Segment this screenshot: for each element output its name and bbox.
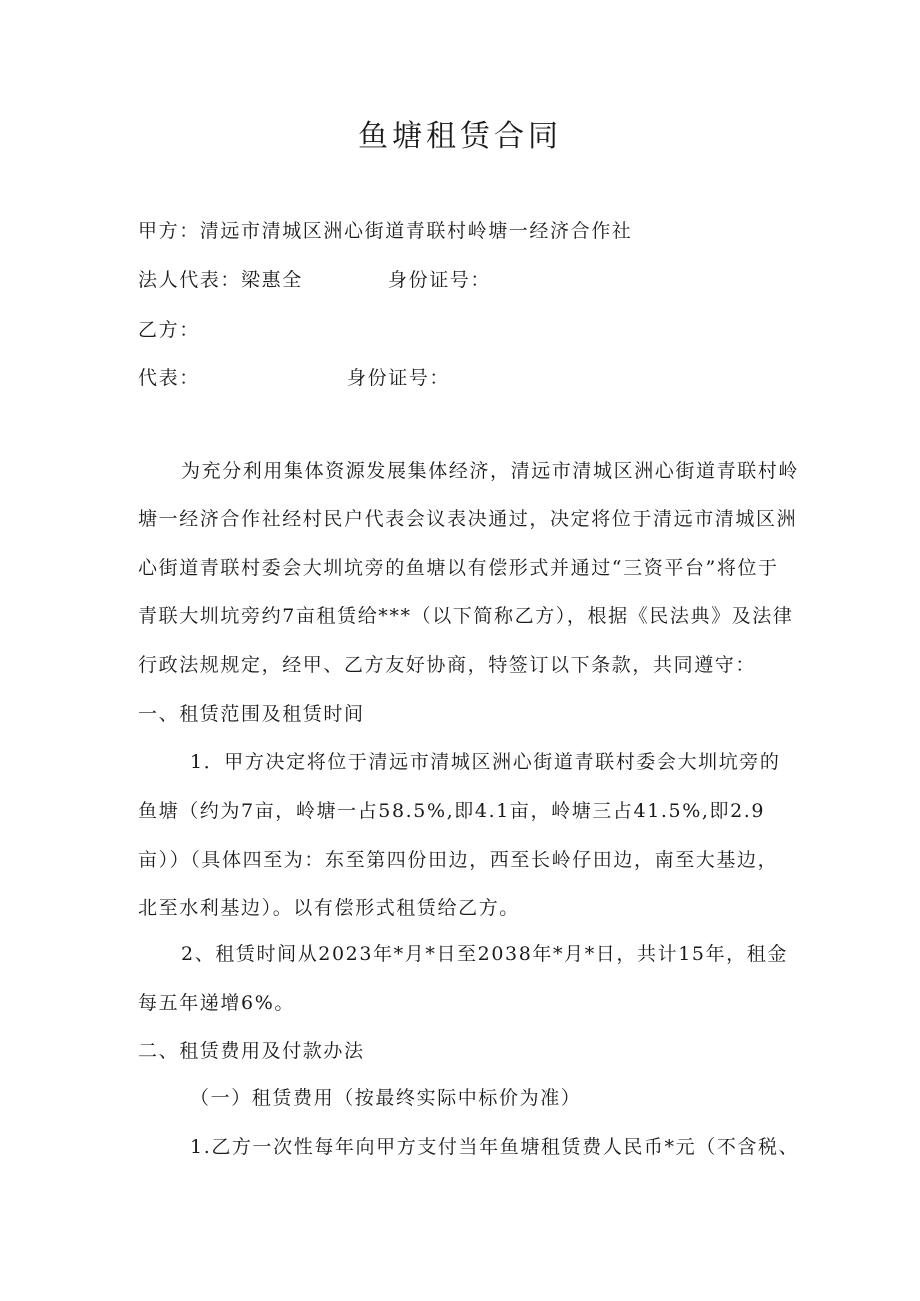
rep-line: 代表： bbox=[138, 367, 200, 389]
intro-line: 塘一经济合作社经村民户代表会议表决通过，决定将位于清远市清城区洲 bbox=[138, 508, 798, 530]
legal-rep-id-label: 身份证号： bbox=[388, 269, 492, 291]
party-b-line: 乙方： bbox=[138, 319, 200, 341]
document-title: 鱼塘租赁合同 bbox=[358, 119, 562, 154]
subsection-heading: （一）租赁费用（按最终实际中标价为准） bbox=[190, 1087, 582, 1109]
party-a-line: 甲方：清远市清城区洲心街道青联村岭塘一经济合作社 bbox=[138, 220, 633, 242]
clause-1-line: 1．甲方决定将位于清远市清城区洲心街道青联村委会大圳坑旁的 bbox=[190, 751, 781, 773]
clause-1-line: 鱼塘（约为7亩，岭塘一占58.5%,即4.1亩，岭塘三占41.5%,即2.9 bbox=[138, 800, 766, 822]
intro-line: 心街道青联村委会大圳坑旁的鱼塘以有偿形式并通过“三资平台”将位于 bbox=[138, 557, 779, 579]
clause-2-line: 每五年递增6%。 bbox=[138, 992, 295, 1014]
intro-line: 行政法规规定，经甲、乙方友好协商，特签订以下条款，共同遵守： bbox=[138, 654, 757, 676]
intro-line: 青联大圳坑旁约7亩租赁给***（以下简称乙方），根据《民法典》及法律 bbox=[138, 605, 794, 627]
intro-line: 为充分利用集体资源发展集体经济，清远市清城区洲心街道青联村岭 bbox=[181, 460, 800, 482]
clause-1-line: 北至水利基边）。以有偿形式租赁给乙方。 bbox=[138, 897, 520, 919]
clause-1-line: 亩））（具体四至为：东至第四份田边，西至长岭仔田边，南至大基边， bbox=[138, 849, 779, 871]
fee-clause-line: 1.乙方一次性每年向甲方支付当年鱼塘租赁费人民币*元（不含税、 bbox=[190, 1136, 800, 1158]
section-heading-2: 二、租赁费用及付款办法 bbox=[138, 1040, 365, 1062]
rep-id-label: 身份证号： bbox=[347, 367, 451, 389]
clause-2-line: 2、租赁时间从2023年*月*日至2038年*月*日，共计15年，租金 bbox=[181, 943, 788, 965]
legal-rep-line: 法人代表：梁惠全 bbox=[138, 269, 303, 291]
section-heading-1: 一、租赁范围及租赁时间 bbox=[138, 703, 365, 725]
